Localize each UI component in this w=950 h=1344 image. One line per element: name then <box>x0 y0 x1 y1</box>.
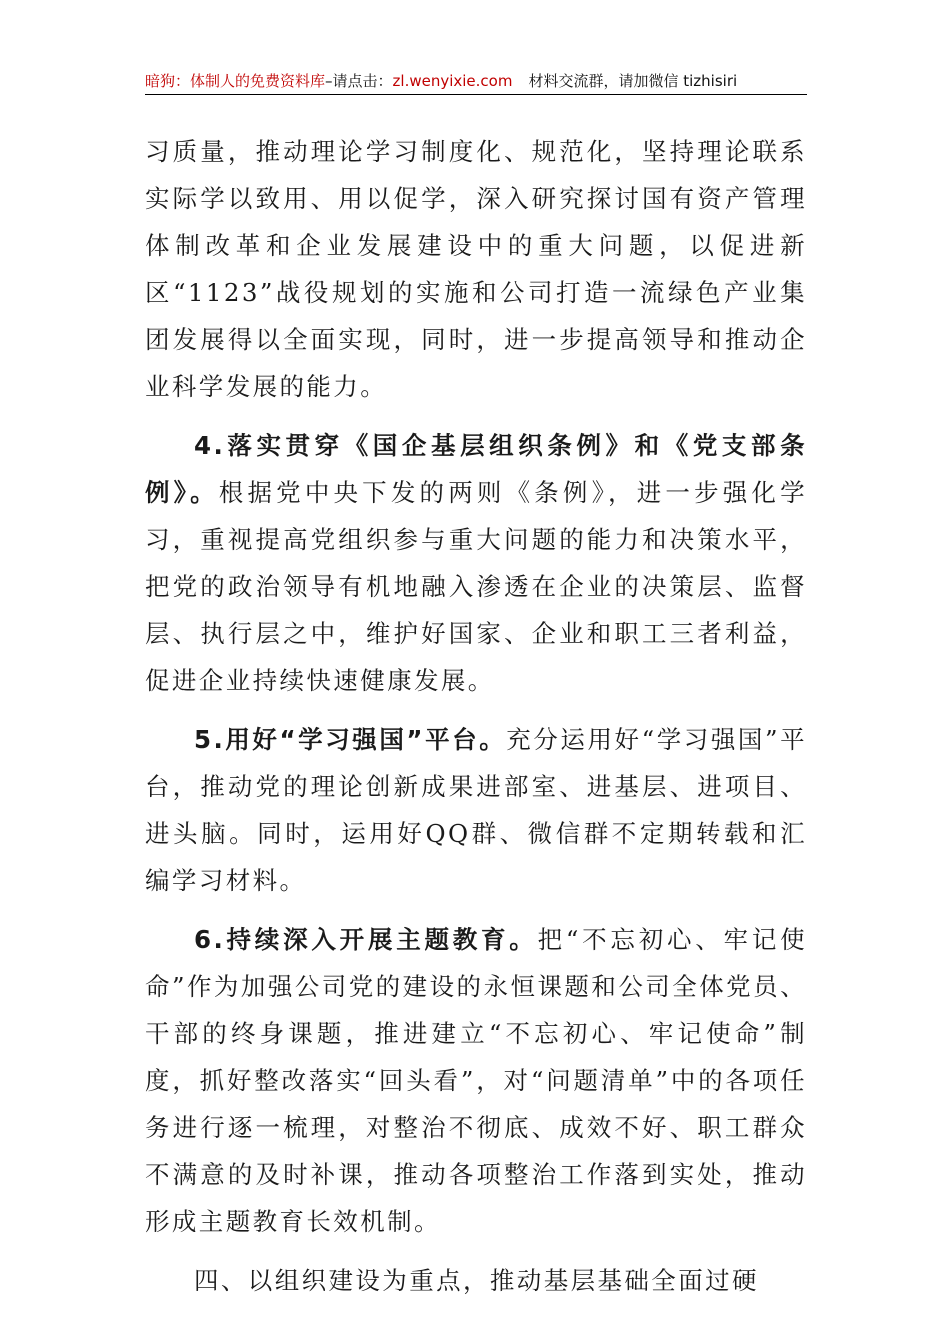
header-wechat-note: 材料交流群，请加微信 tizhisiri <box>528 72 738 90</box>
header-site-name: 暗狗：体制人的免费资料库 <box>145 72 326 90</box>
header-click-prompt: –请点击： <box>325 72 393 90</box>
header-link[interactable]: zl.wenyixie.com <box>392 72 513 90</box>
item-4-title: 4.落实贯穿《国企基层组织条例》和《党支部条例》。 <box>145 431 807 507</box>
section-heading: 四、以组织建设为重点，推动基层基础全面过硬 <box>194 1266 759 1295</box>
item-6-title: 6.持续深入开展主题教育。 <box>194 925 538 954</box>
paragraph-item-6 <box>145 916 807 1245</box>
document-body <box>145 128 807 1304</box>
item-5-body: 充分运用好“学习强国”平台，推动党的理论创新成果进部室、进基层、进项目、进头脑。同时，运用好QQ群、微信群不定期转载和汇编学习材料。 <box>145 725 807 895</box>
item-5-title: 5.用好“学习强国”平台。 <box>194 725 507 754</box>
paragraph-item-4 <box>145 422 807 704</box>
page-header <box>145 70 807 95</box>
paragraph-continuation: 习质量，推动理论学习制度化、规范化，坚持理论联系实际学以致用、用以促学，深入研究探讨国有资产管理体制改革和企业发展建设中的重大问题，以促进新区“1123”战役规划的实施和公司打造一流绿色产业集团发展得以全面实现，同时，进一步提高领导和推动企业科学发展的能力。 <box>145 137 807 401</box>
item-4-body: 根据党中央下发的两则《条例》，进一步强化学习，重视提高党组织参与重大问题的能力和决策水平，把党的政治领导有机地融入渗透在企业的决策层、监督层、执行层之中，维护好国家、企业和职工三者利益，促进企业持续快速健康发展。 <box>145 478 808 695</box>
item-6-body: 把“不忘初心、牢记使命”作为加强公司党的建设的永恒课题和公司全体党员、干部的终身课题，推进建立“不忘初心、牢记使命”制度，抓好整改落实“回头看”，对“问题清单”中的各项任务进行逐一梳理，对整治不彻底、成效不好、职工群众不满意的及时补课，推动各项整治工作落到实处，推动形成主题教育长效机制。 <box>145 925 807 1236</box>
paragraph-item-5 <box>145 716 807 904</box>
